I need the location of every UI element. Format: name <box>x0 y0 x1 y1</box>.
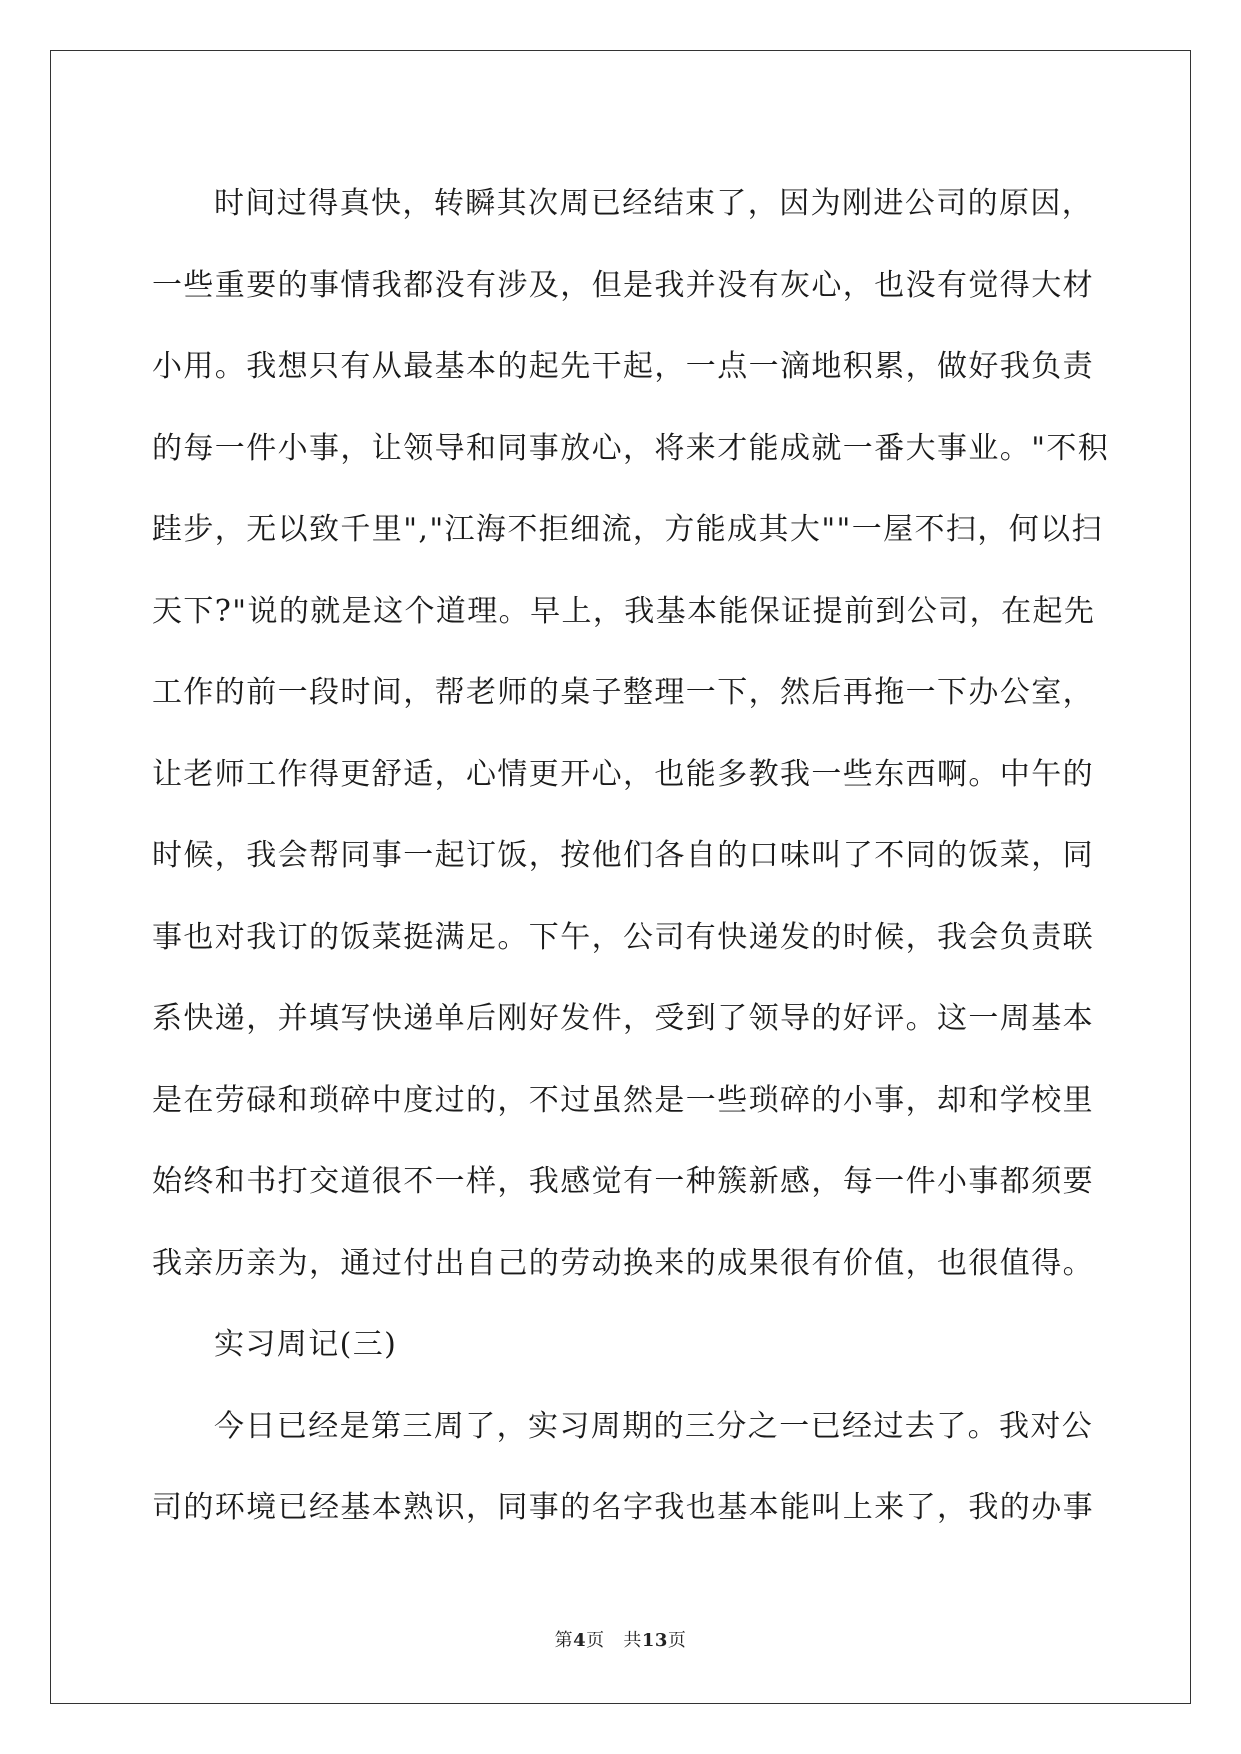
page-footer <box>0 1626 1241 1652</box>
heading-line: 实习周记(三) <box>214 1327 398 1362</box>
page-prefix: 第 <box>554 1630 574 1651</box>
text-line: 我亲历亲为，通过付出自己的劳动换来的成果很有价值，也很值得。 <box>152 1245 1094 1281</box>
paragraph-2 <box>152 1386 1092 1549</box>
total-pages: 13 <box>641 1630 668 1651</box>
paragraph-1 <box>152 163 1110 1304</box>
text-line: 时间过得真快，转瞬其次周已经结束了，因为刚进公司的原因， <box>214 186 1094 221</box>
page-suffix: 页 <box>586 1630 605 1651</box>
text-line: 让老师工作得更舒适，心情更开心，也能多教我一些东西啊。中午的 <box>152 756 1094 792</box>
text-line: 跬步，无以致千里","江海不拒细流，方能成其大""一屋不扫，何以扫 <box>152 512 1103 547</box>
text-line: 的每一件小事，让领导和同事放心，将来才能成就一番大事业。"不积 <box>152 430 1110 466</box>
text-line: 系快递，并填写快递单后刚好发件，受到了领导的好评。这一周基本 <box>152 1001 1094 1036</box>
total-suffix: 页 <box>667 1630 687 1651</box>
text-line: 司的环境已经基本熟识，同事的名字我也基本能叫上来了，我的办事 <box>152 1490 1094 1525</box>
text-line: 事也对我订的饭菜挺满足。下午，公司有快递发的时候，我会负责联 <box>152 919 1094 955</box>
total-prefix: 共 <box>623 1630 642 1651</box>
text-line: 一些重要的事情我都没有涉及，但是我并没有灰心，也没有觉得大材 <box>152 267 1094 303</box>
text-line: 是在劳碌和琐碎中度过的，不过虽然是一些琐碎的小事，却和学校里 <box>152 1082 1094 1118</box>
section-heading <box>152 1304 1092 1386</box>
text-line: 小用。我想只有从最基本的起先干起，一点一滴地积累，做好我负责 <box>152 349 1094 384</box>
text-line: 天下?"说的就是这个道理。早上，我基本能保证提前到公司，在起先 <box>152 593 1096 629</box>
text-line: 今日已经是第三周了，实习周期的三分之一已经过去了。我对公 <box>214 1408 1094 1444</box>
text-line: 工作的前一段时间，帮老师的桌子整理一下，然后再拖一下办公室， <box>152 675 1094 710</box>
document-body <box>152 163 1110 1549</box>
text-line: 时候，我会帮同事一起订饭，按他们各自的口味叫了不同的饭菜，同 <box>152 838 1094 873</box>
page-number: 4 <box>573 1630 587 1651</box>
text-line: 始终和书打交道很不一样，我感觉有一种簇新感，每一件小事都须要 <box>152 1164 1094 1199</box>
